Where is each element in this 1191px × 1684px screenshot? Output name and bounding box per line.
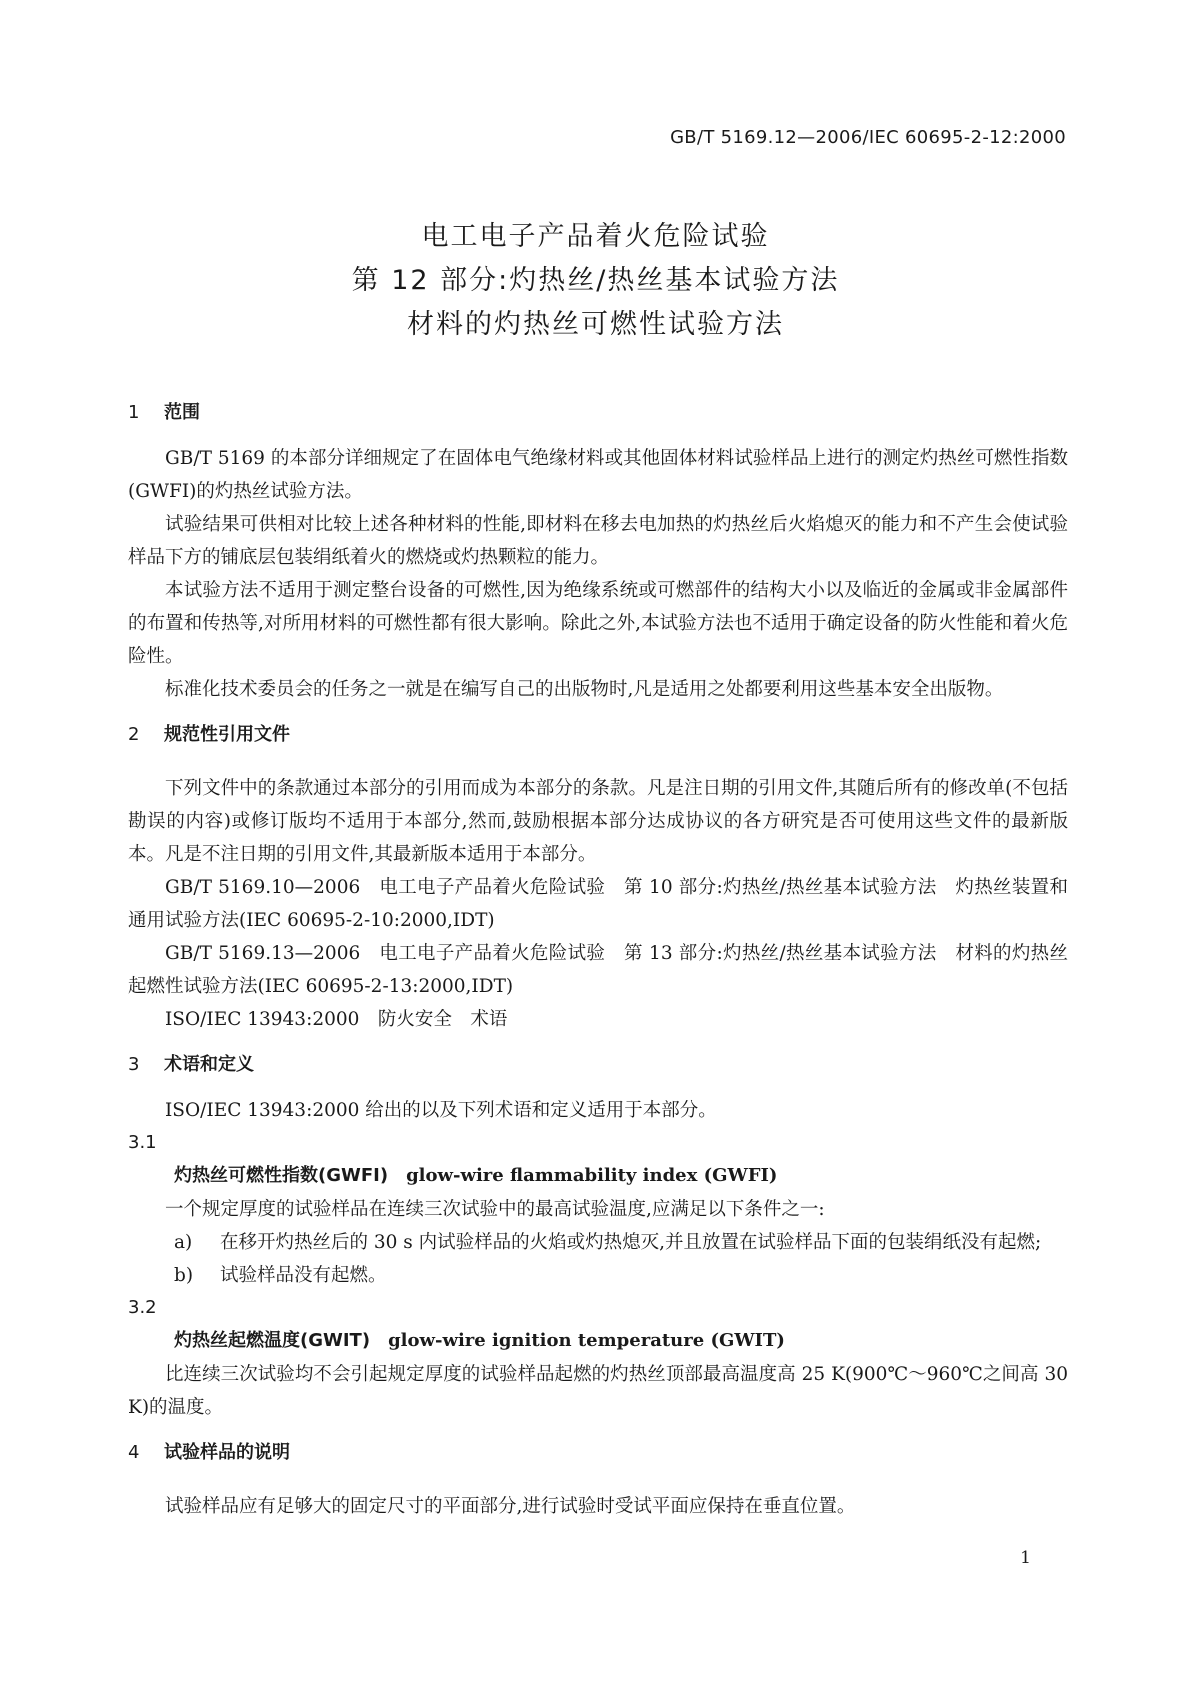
definition: 一个规定厚度的试验样品在连续三次试验中的最高试验温度,应满足以下条件之一: [165,1199,825,1220]
section-4-heading [128,1438,1068,1468]
subsection-number: 3.1 [128,1132,157,1153]
list-item-label: a) [174,1232,193,1253]
list-item-label: b) [174,1265,194,1286]
section-number: 4 [128,1442,140,1463]
term-heading [128,1324,1068,1358]
paragraph: 本试验方法不适用于测定整台设备的可燃性,因为绝缘系统或可燃部件的结构大小以及临近的金属或非金属部件的布置和传热等,对所用材料的可燃性都有很大影响。除此之外,本试验方法也不适用于确定设备的防火性能和着火危险性。 [128,580,1068,667]
section-title: 术语和定义 [164,1054,254,1075]
paragraph: 标准化技术委员会的任务之一就是在编写自己的出版物时,凡是适用之处都要利用这些基本安全出版物。 [165,679,1004,700]
section-title: 试验样品的说明 [164,1442,290,1463]
reference-entry: GB/T 5169.13—2006 电工电子产品着火危险试验 第 13 部分:灼热丝/热丝基本试验方法 材料的灼热丝起燃性试验方法(IEC 60695-2-13:2000,IDT) [128,943,1068,997]
paragraph: 试验结果可供相对比较上述各种材料的性能,即材料在移去电加热的灼热丝后火焰熄灭的能力和不产生会使试验样品下方的铺底层包装绢纸着火的燃烧或灼热颗粒的能力。 [128,514,1068,568]
title-line-3: 材料的灼热丝可燃性试验方法 [407,309,784,340]
reference-entry: GB/T 5169.10—2006 电工电子产品着火危险试验 第 10 部分:灼热丝/热丝基本试验方法 灼热丝装置和通用试验方法(IEC 60695-2-10:2000,IDT) [128,877,1068,931]
paragraph: 下列文件中的条款通过本部分的引用而成为本部分的条款。凡是注日期的引用文件,其随后所有的修改单(不包括勘误的内容)或修订版均不适用于本部分,然而,鼓励根据本部分达成协议的各方研究是否可使用这些文件的最新版本。凡是不注日期的引用文件,其最新版本适用于本部分。 [128,778,1068,865]
paragraph: ISO/IEC 13943:2000 给出的以及下列术语和定义适用于本部分。 [165,1100,717,1121]
section-number: 1 [128,402,140,423]
reference-entry: ISO/IEC 13943:2000 防火安全 术语 [165,1009,508,1030]
section-3-heading [128,1050,1068,1080]
section-number: 2 [128,724,140,745]
section-2-heading [128,720,1068,750]
list-item [128,1259,1068,1292]
term-chinese: 灼热丝可燃性指数(GWFI) [174,1165,389,1186]
section-1-heading [128,398,1068,428]
term-english: glow-wire ignition temperature (GWIT) [388,1330,785,1351]
term-heading [128,1159,1068,1193]
list-item-text: 试验样品没有起燃。 [220,1265,387,1286]
list-item [128,1226,1068,1259]
definition: 比连续三次试验均不会引起规定厚度的试验样品起燃的灼热丝顶部最高温度高 25 K(900℃～960℃之间高 30 K)的温度。 [128,1364,1068,1418]
paragraph: 试验样品应有足够大的固定尺寸的平面部分,进行试验时受试平面应保持在垂直位置。 [165,1496,856,1517]
page-number: 1 [1020,1548,1031,1568]
standard-number: GB/T 5169.12—2006/IEC 60695-2-12:2000 [670,127,1066,148]
document-title [0,215,1191,347]
title-line-2: 第 12 部分:灼热丝/热丝基本试验方法 [351,265,840,296]
list-item-text: 在移开灼热丝后的 30 s 内试验样品的火焰或灼热熄灭,并且放置在试验样品下面的包装绢纸没有起燃; [220,1232,1042,1253]
document-body [128,398,1068,1523]
title-line-1: 电工电子产品着火危险试验 [421,221,770,252]
paragraph: GB/T 5169 的本部分详细规定了在固体电气绝缘材料或其他固体材料试验样品上进行的测定灼热丝可燃性指数(GWFI)的灼热丝试验方法。 [128,448,1068,502]
section-number: 3 [128,1054,140,1075]
section-title: 范围 [164,402,200,423]
term-chinese: 灼热丝起燃温度(GWIT) [174,1330,371,1351]
subsection-number: 3.2 [128,1297,157,1318]
term-english: glow-wire flammability index (GWFI) [406,1165,778,1186]
section-title: 规范性引用文件 [164,724,290,745]
